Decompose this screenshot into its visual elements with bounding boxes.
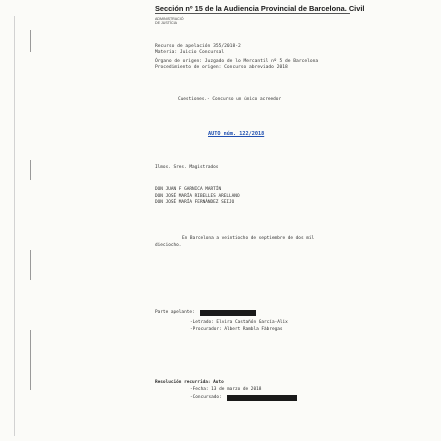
appellant-lawyer: -Letrado: Elvira Castañón García-Alix	[190, 320, 288, 325]
margin-mark	[30, 30, 31, 52]
magistrates-list	[155, 187, 240, 207]
court-stamp: ADMINISTRACIÓ DE JUSTÍCIA	[155, 17, 184, 25]
court-section-header: Sección nº 15 de la Audiencia Provincial de Barcelona. Civil	[155, 4, 365, 13]
place-date: En Barcelona a veintiocho de septiembre de dos mil	[182, 236, 315, 241]
subject-line: Cuestiones.- Concurso un único acreedor	[178, 97, 282, 102]
redacted-name	[200, 310, 256, 316]
resolution-label: Resolución recurrida: Auto	[155, 380, 224, 385]
redacted-name	[227, 395, 297, 401]
magistrate: DON JOSÉ MARÍA RIBELLES ARELLANO	[155, 193, 240, 199]
resolution-party: -Concursado:	[190, 395, 222, 400]
margin-mark	[30, 250, 31, 280]
appellant-label: Parte apelante:	[155, 310, 195, 315]
header-rule	[155, 13, 350, 14]
auto-title: AUTO núm. 122/2018	[208, 131, 265, 137]
resolution-date: -Fecha: 13 de marzo de 2018	[190, 387, 262, 392]
place-date-cont: dieciocho.	[155, 243, 182, 248]
margin-mark	[30, 330, 31, 390]
page-margin-line	[14, 16, 15, 436]
case-origin: Órgano de origen: Juzgado de lo Mercantil nº 5 de Barcelona Procedimiento de origen: Concurso abreviado 2018	[155, 59, 319, 70]
appellant-procurator: -Procurador: Albert Rambla Fàbregas	[190, 327, 283, 332]
magistrate: DON JUAN F GARNICA MARTÍN	[155, 187, 222, 192]
margin-mark	[30, 160, 31, 180]
case-info: Recurso de apelación 355/2018-2 Materia: Juicio Concursal	[155, 44, 241, 55]
greeting: Ilmos. Sres. Magistrados	[155, 165, 219, 170]
magistrate: DON JOSÉ MARÍA FERNÁNDEZ SEIJO	[155, 200, 235, 206]
